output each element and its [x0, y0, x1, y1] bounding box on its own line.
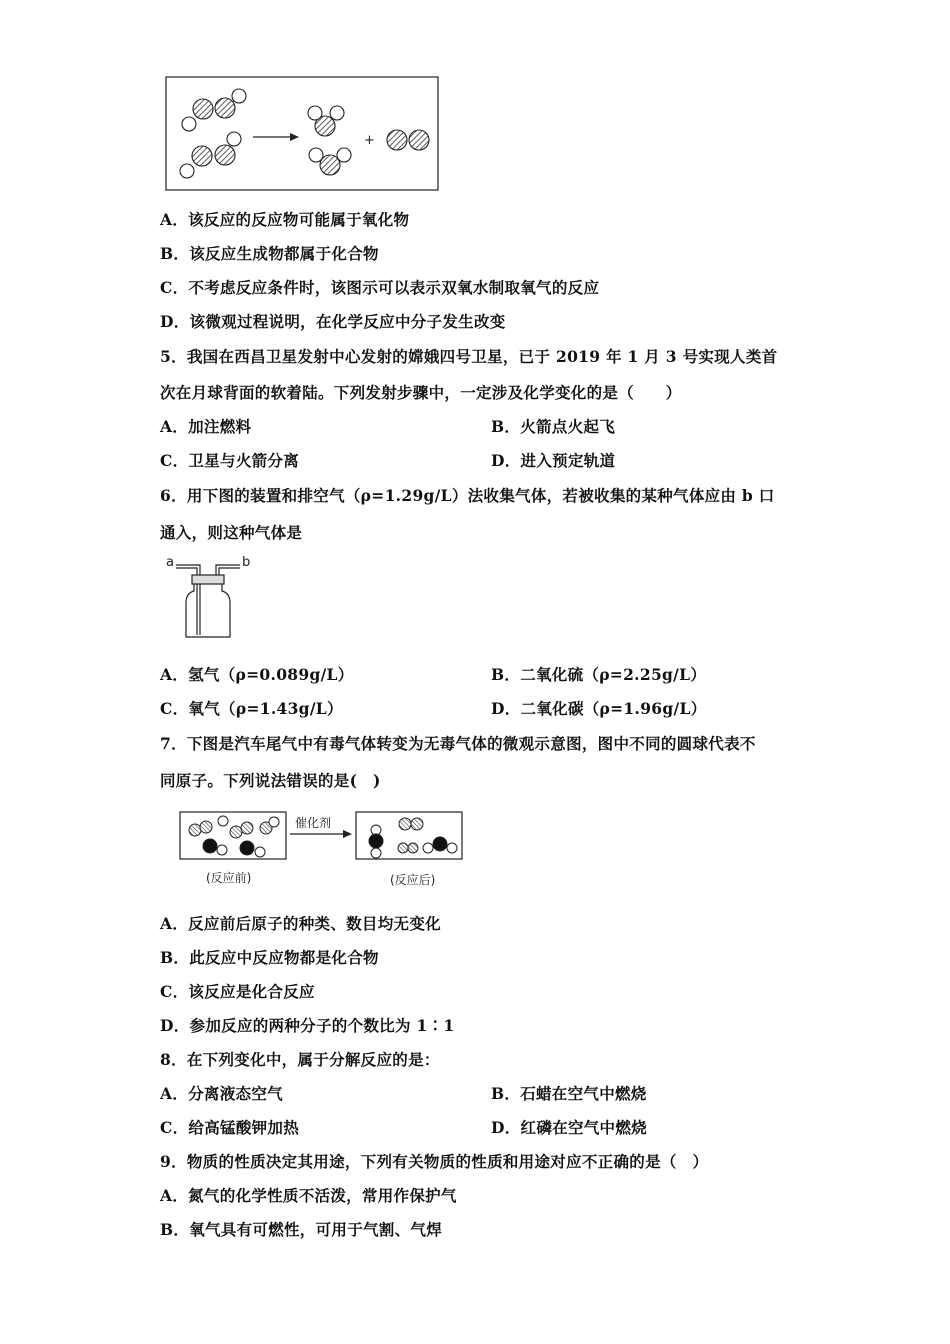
q7-option-d: D．参加反应的两种分子的个数比为 1∶1 [160, 1016, 455, 1035]
q4-option-c: C．不考虑反应条件时，该图示可以表示双氧水制取氧气的反应 [160, 278, 600, 297]
q6-option-c: C．氧气（ρ=1.43g/L） [160, 699, 343, 718]
q4-option-a: A．该反应的反应物可能属于氧化物 [160, 210, 410, 229]
q7-option-c: C．该反应是化合反应 [160, 982, 315, 1001]
q8-option-d: D．红磷在空气中燃烧 [491, 1118, 647, 1137]
reaction-diagram-q4 [165, 76, 441, 192]
q6-option-b: B．二氧化硫（ρ=2.25g/L） [491, 665, 707, 684]
q7-stem-line1: 7．下图是汽车尾气中有毒气体转变为无毒气体的微观示意图，图中不同的圆球代表不 [160, 734, 756, 753]
q8-option-b: B．石蜡在空气中燃烧 [491, 1084, 647, 1103]
caption-after: (反应后) [390, 873, 436, 887]
q7-option-b: B．此反应中反应物都是化合物 [160, 948, 379, 967]
q8-option-a: A．分离液态空气 [160, 1084, 283, 1103]
q9-option-b: B．氧气具有可燃性，可用于气割、气焊 [160, 1220, 443, 1239]
plus-sign: + [364, 133, 375, 148]
q5-stem-line1: 5．我国在西昌卫星发射中心发射的嫦娥四号卫星，已于 2019 年 1 月 3 号实现人类首 [160, 347, 778, 366]
q9-stem: 9．物质的性质决定其用途，下列有关物质的性质和用途对应不正确的是（ ） [160, 1152, 709, 1171]
q5-option-a: A．加注燃料 [160, 417, 252, 436]
q9-option-a: A．氮气的化学性质不活泼，常用作保护气 [160, 1186, 457, 1205]
q6-option-d: D．二氧化碳（ρ=1.96g/L） [491, 699, 707, 718]
label-b: b [242, 555, 251, 570]
q4-option-b: B．该反应生成物都属于化合物 [160, 244, 379, 263]
q8-option-c: C．给高锰酸钾加热 [160, 1118, 300, 1137]
q6-option-a: A．氢气（ρ=0.089g/L） [160, 665, 354, 684]
q5-option-d: D．进入预定轨道 [491, 451, 616, 470]
q5-option-c: C．卫星与火箭分离 [160, 451, 300, 470]
q4-option-d: D．该微观过程说明，在化学反应中分子发生改变 [160, 312, 506, 331]
q8-stem: 8．在下列变化中，属于分解反应的是： [160, 1050, 440, 1069]
label-a: a [166, 555, 174, 570]
gas-bottle-apparatus [160, 553, 260, 643]
q6-stem-line1: 6．用下图的装置和排空气（ρ=1.29g/L）法收集气体，若被收集的某种气体应由 b 口 [160, 486, 775, 505]
q5-stem-line2: 次在月球背面的软着陆。下列发射步骤中，一定涉及化学变化的是（ ） [160, 383, 682, 402]
catalyst-label: 催化剂 [295, 816, 332, 830]
exhaust-reaction-diagram [178, 808, 470, 894]
q5-option-b: B．火箭点火起飞 [491, 417, 616, 436]
q7-stem-line2: 同原子。下列说法错误的是( ) [160, 771, 381, 790]
q6-stem-line2: 通入，则这种气体是 [160, 523, 303, 542]
caption-before: (反应前) [206, 871, 252, 885]
q7-option-a: A．反应前后原子的种类、数目均无变化 [160, 914, 441, 933]
